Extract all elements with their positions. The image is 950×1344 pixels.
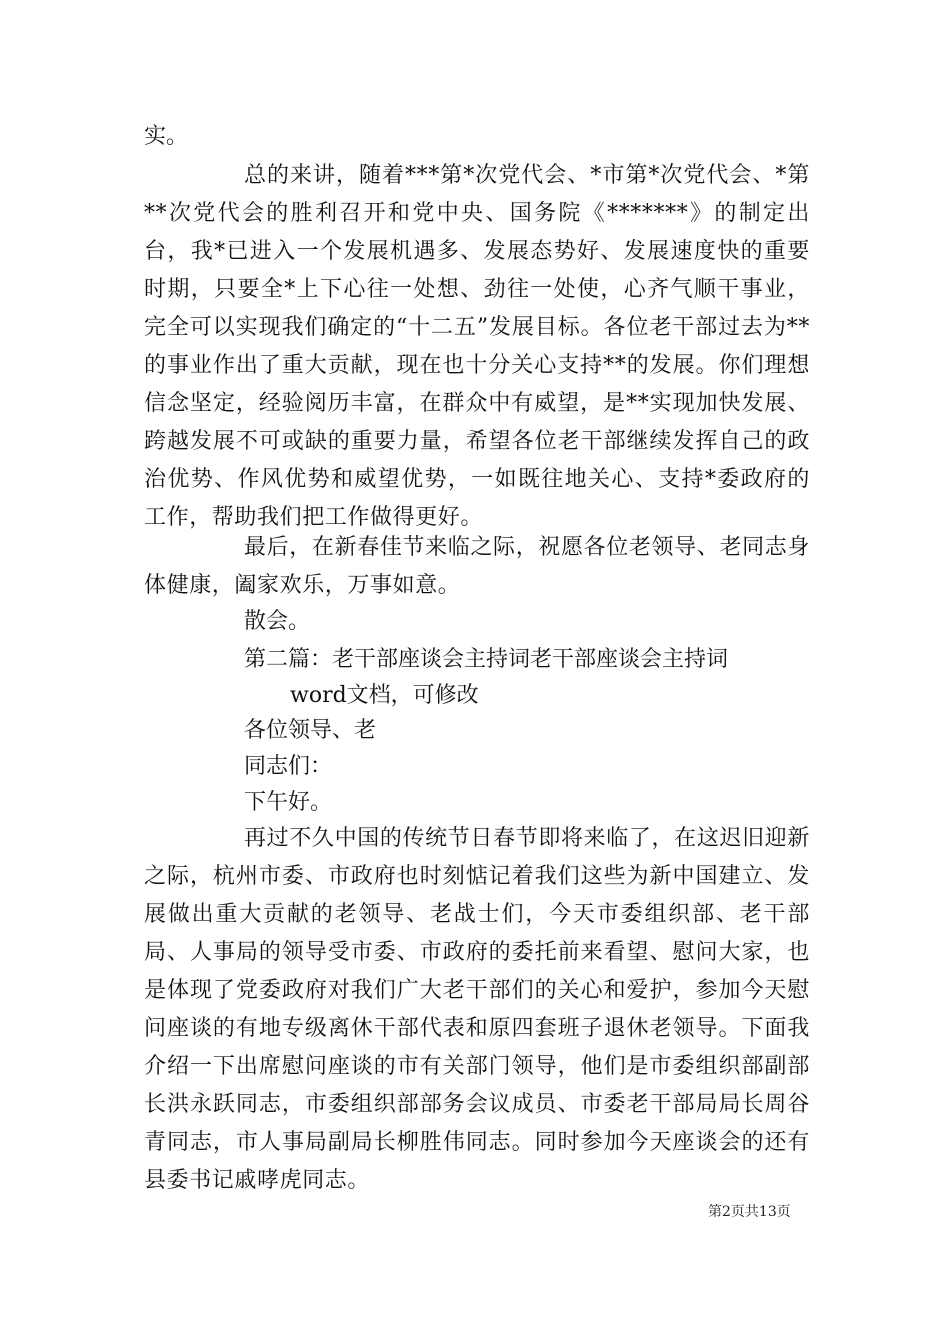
paragraph-continuation: 实。: [144, 124, 189, 149]
greeting-line-2: 同志们：: [244, 754, 333, 779]
greeting-afternoon: 下午好。: [244, 790, 333, 815]
paragraph-summary: 总的来讲，随着***第*次党代会、*市第*次党代会、*第**次党代会的胜利召开和党中央、国务院《*******》的制定出台，我*已进入一个发展机遇多、发展态势好、发展速度快的重要时期，只要全*上下心往一处想、劲往一处使，心齐气顺干事业，完全可以实现我们确定的“十二五”发展目标。各位老干部过去为**的事业作出了重大贡献，现在也十分关心支持**的发展。你们理想信念坚定，经验阅历丰富，在群众中有威望，是**实现加快发展、跨越发展不可或缺的重要力量，希望各位老干部继续发挥自己的政治优势、作风优势和威望优势，一如既往地关心、支持*委政府的工作，帮助我们把工作做得更好。: [144, 163, 810, 530]
greeting-line-1: 各位领导、老: [244, 718, 377, 743]
page-footer: 第2页共13页: [708, 1204, 791, 1220]
paragraph-adjourn: 散会。: [244, 609, 311, 634]
paragraph-blessing: 最后，在新春佳节来临之际，祝愿各位老领导、老同志身体健康，阖家欢乐，万事如意。: [144, 535, 810, 598]
paragraph-introduction: 再过不久中国的传统节日春节即将来临了，在这迟旧迎新之际，杭州市委、市政府也时刻惦记着我们这些为新中国建立、发展做出重大贡献的老领导、老战士们，今天市委组织部、老干部局、人事局的领导受市委、市政府的委托前来看望、慰问大家，也是体现了党委政府对我们广大老干部们的关心和爱护，参加今天慰问座谈的有地专级离休干部代表和原四套班子退休老领导。下面我介绍一下出席慰问座谈的市有关部门领导，他们是市委组织部副部长洪永跃同志，市委组织部部务会议成员、市委老干部局局长周谷青同志，市人事局副局长柳胜伟同志。同时参加今天座谈会的还有县委书记戚哮虎同志。: [144, 826, 810, 1193]
doc-note: word文档，可修改: [290, 683, 479, 708]
section-heading: 第二篇：老干部座谈会主持词老干部座谈会主持词: [244, 647, 729, 672]
